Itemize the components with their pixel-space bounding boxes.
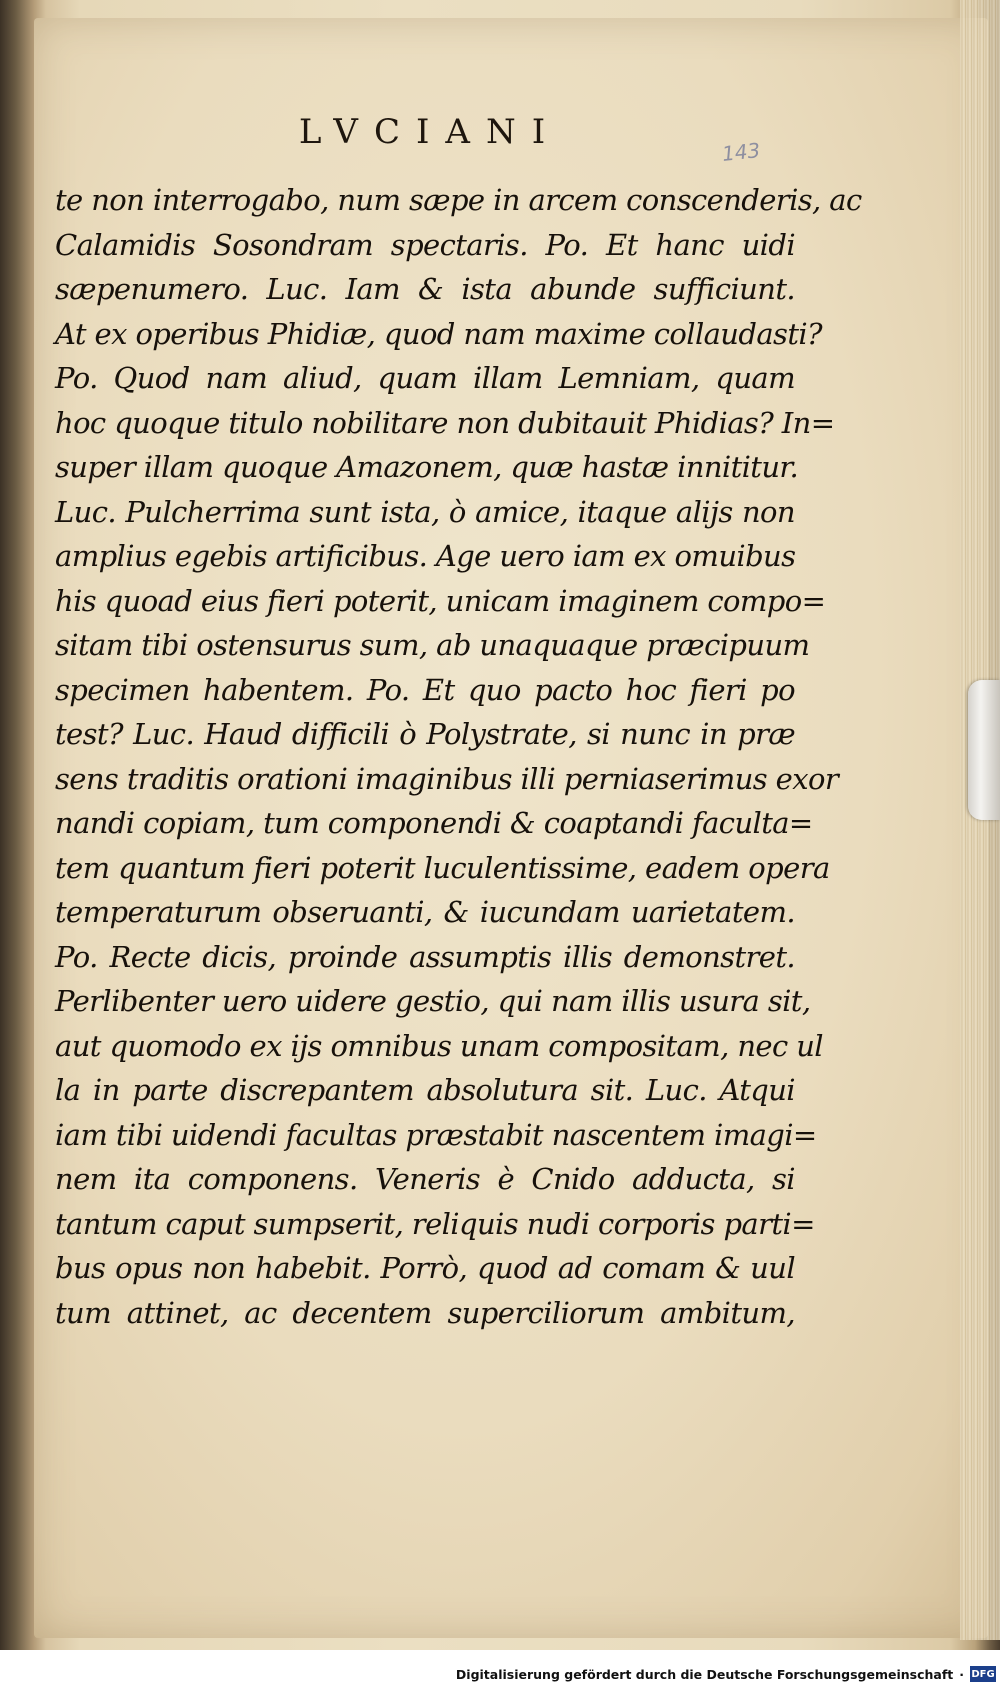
text-line: Perlibenter uero uidere gestio, qui nam illis usura sit,	[55, 984, 811, 1018]
text-line: iam tibi uidendi facultas præstabit nascentem imagi=	[55, 1117, 817, 1152]
text-line: tantum caput sumpserit, reliquis nudi corporis parti=	[55, 1206, 815, 1241]
text-line: sitam tibi ostensurus sum, ab unaquaque præcipuum	[55, 628, 810, 662]
text-line: Po. Recte dicis, proinde assumptis illis demonstret.	[55, 939, 795, 974]
footer-separator: ·	[959, 1666, 964, 1682]
text-line: bus opus non habebit. Porrò, quod ad comam & uul	[55, 1251, 795, 1285]
text-line: hoc quoque titulo nobilitare non dubitauit Phidias? In=	[55, 405, 835, 440]
pencil-folio-number: 143	[720, 138, 762, 166]
text-line: At ex operibus Phidiæ, quod nam maxime collaudasti?	[55, 316, 822, 351]
footer-credit: Digitalisierung gefördert durch die Deutsche Forschungsgemeinschaft	[455, 1666, 954, 1682]
text-line: super illam quoque Amazonem, quæ hastæ innititur.	[55, 450, 799, 484]
text-line: sens traditis orationi imaginibus illi perniaserimus exor	[55, 761, 839, 796]
text-line: amplius egebis artificibus. Age uero iam ex omuibus	[55, 539, 796, 573]
text-line: specimen habentem. Po. Et quo pacto hoc fieri po	[55, 672, 795, 707]
text-line: Po. Quod nam aliud, quam illam Lemniam, quam	[55, 361, 795, 395]
text-line: aut quomodo ex ijs omnibus unam compositam, nec ul	[55, 1028, 823, 1063]
text-line: te non interrogabo, num sæpe in arcem conscenderis, ac	[55, 183, 862, 217]
dfg-logo[interactable]: DFG	[970, 1666, 996, 1682]
text-line: test? Luc. Haud difficili ò Polystrate, si nunc in præ	[55, 717, 795, 751]
text-line: nandi copiam, tum componendi & coaptandi faculta=	[55, 806, 813, 840]
page-edges	[960, 0, 1000, 1640]
running-head: LVCIANI	[298, 112, 562, 152]
text-line: his quoad eius fieri poterit, unicam imaginem compo=	[55, 583, 826, 618]
text-line: la in parte discrepantem absolutura sit. Luc. Atqui	[55, 1073, 795, 1107]
text-line: nem ita componens. Veneris è Cnido adducta, si	[55, 1162, 795, 1196]
footer	[456, 1660, 996, 1688]
text-line: Luc. Pulcherrima sunt ista, ò amice, itaque alijs non	[55, 494, 795, 529]
bookmark-tab	[968, 680, 1000, 820]
text-line: Calamidis Sosondram spectaris. Po. Et hanc uidi	[55, 227, 795, 262]
text-line: tem quantum fieri poterit luculentissime, eadem opera	[55, 850, 830, 885]
text-block	[55, 178, 862, 1335]
text-line: sæpenumero. Luc. Iam & ista abunde sufficiunt.	[55, 272, 795, 306]
text-line: temperaturum obseruanti, & iucundam uarietatem.	[55, 895, 795, 929]
text-line: tum attinet, ac decentem superciliorum ambitum,	[55, 1295, 795, 1330]
